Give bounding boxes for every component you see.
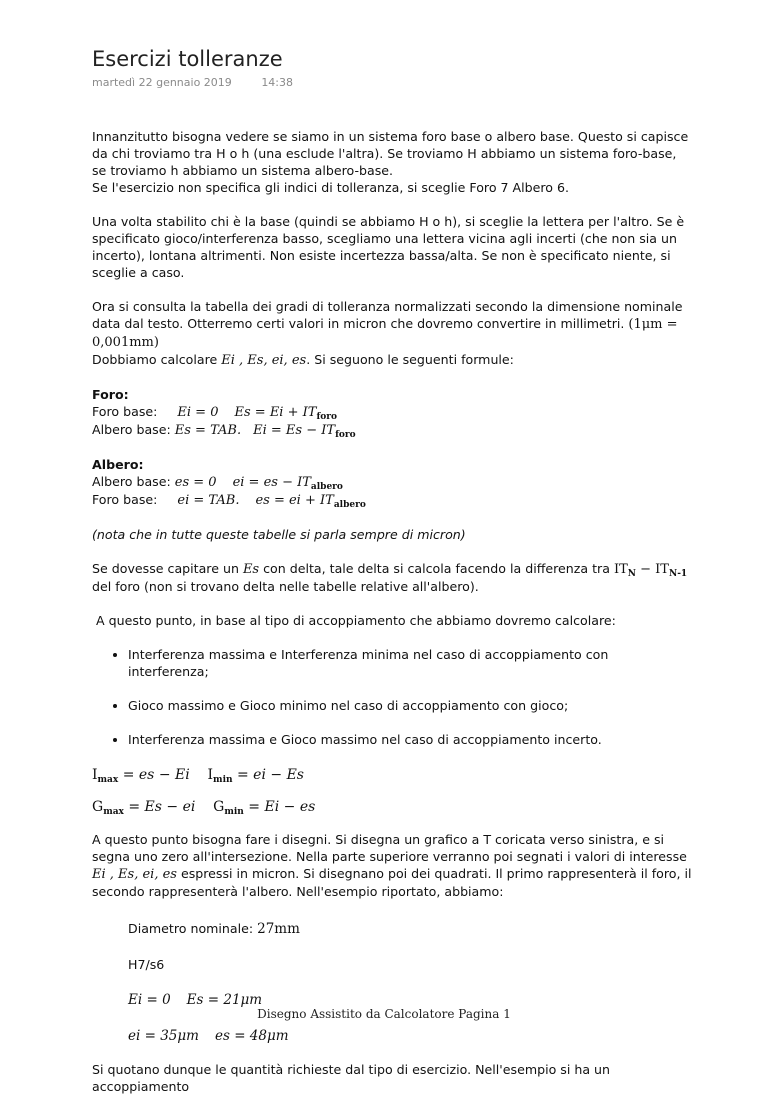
- calc-variables: Ei , Es, ei, es: [221, 353, 307, 368]
- paragraph-quote: Si quotano dunque le quantità richieste dal tipo di esercizio. Nell'esempio si ha un accoppiamento: [92, 1062, 611, 1094]
- gmax-symbol: G: [92, 799, 104, 815]
- interference-formulas: [92, 765, 692, 785]
- example-es-lower: es = 48μm: [214, 1028, 289, 1044]
- list-item: • Interferenza massima e Interferenza minima nel caso di accoppiamento con interferenza;: [128, 646, 692, 680]
- note-body: [92, 128, 692, 1095]
- gmin-symbol: G: [213, 799, 225, 815]
- albero-foro-line: [92, 491, 692, 509]
- drawing-text-a: A questo punto bisogna fare i disegni. Si disegna un grafico a T coricata verso sinistra, e si segna uno zero all'intersezione. Nella parte superiore verranno poi segnati i valori di interesse: [92, 832, 687, 864]
- drawing-variables: Ei , Es, ei, es: [92, 867, 177, 882]
- example-ei-lower: ei = 35μm: [128, 1028, 199, 1044]
- gmin-equation: = Ei − es: [243, 799, 316, 815]
- foro-base-line: [92, 403, 692, 421]
- foro-base-formula-2: Es = Ei + IT: [234, 405, 317, 420]
- conversion-formula: (1μm = 0,001mm): [92, 317, 678, 350]
- example-diameter-value: 27mm: [257, 921, 300, 937]
- list-item: • Interferenza massima e Gioco massimo nel caso di accoppiamento incerto.: [128, 731, 692, 748]
- micron-note: (nota che in tutte queste tabelle si parla sempre di micron): [92, 527, 466, 542]
- foro-base-formula-1: Ei = 0: [177, 405, 219, 420]
- example-shaft-limits: [128, 1027, 692, 1045]
- albero-base-formula-2: ei = es − IT: [232, 475, 311, 490]
- gmin-sub: min: [224, 807, 244, 817]
- delta-text-b: con delta, tale delta si calcola facendo la differenza tra: [259, 561, 614, 576]
- albero-base-label: Albero base:: [92, 474, 171, 489]
- paragraph-letter-choice: Una volta stabilito chi è la base (quindi se abbiamo H o h), si sceglie la lettera per l'altro. Se è specificato gioco/interferenza basso, scegliamo una lettera vicina agli incerti (che non sia un incerto), lontana altrimenti. Non esiste incertezza bassa/alta. Se non è specificato niente, si sceglie a caso.: [92, 214, 685, 280]
- foro-albero-formula-1: Es = TAB.: [174, 423, 242, 438]
- imax-symbol: I: [92, 767, 98, 783]
- page-title: Esercizi tolleranze: [92, 47, 283, 71]
- foro-albero-line: [92, 421, 692, 439]
- albero-foro-label: Foro base:: [92, 492, 158, 507]
- page-content: [92, 44, 692, 1095]
- albero-base-formula-1: es = 0: [174, 475, 217, 490]
- calc-suffix: . Si seguono le seguenti formule:: [306, 352, 514, 367]
- page-footer: Disegno Assistito da Calcolatore Pagina 1: [257, 1007, 511, 1021]
- albero-foro-subscript: albero: [333, 500, 366, 510]
- delta-it-n1: IT: [655, 562, 669, 577]
- delta-text-a: Se dovesse capitare un: [92, 561, 243, 576]
- foro-base-label: Foro base:: [92, 404, 158, 419]
- example-diameter-label: Diametro nominale:: [128, 921, 258, 936]
- imax-equation: = es − Ei: [118, 767, 190, 783]
- drawing-text-b: espressi in micron. Si disegnano poi dei quadrati. Il primo rappresenterà il foro, il secondo rappresenterà l'albero. Nell'esempio riportato, abbiamo:: [92, 866, 692, 899]
- albero-foro-formula-1: ei = TAB.: [177, 493, 240, 508]
- foro-base-subscript: foro: [316, 412, 338, 422]
- page-meta: [92, 76, 692, 92]
- paragraph-table: [92, 298, 692, 369]
- clearance-formulas: [92, 797, 692, 817]
- delta-it-n: IT: [613, 562, 628, 577]
- delta-minus: −: [635, 562, 656, 577]
- foro-albero-subscript: foro: [335, 430, 356, 440]
- imin-sub: min: [213, 775, 233, 785]
- list-item: • Gioco massimo e Gioco minimo nel caso di accoppiamento con gioco;: [128, 697, 692, 714]
- delta-variable: Es: [242, 562, 260, 577]
- foro-albero-formula-2: Ei = Es − IT: [253, 423, 336, 438]
- paragraph-delta: [92, 560, 692, 595]
- albero-base-subscript: albero: [310, 482, 343, 492]
- example-diameter: [128, 920, 692, 938]
- example-es-upper: Es = 21μm: [186, 992, 263, 1008]
- foro-heading: Foro:: [92, 387, 129, 402]
- delta-it-n-sub: N: [627, 569, 636, 579]
- albero-base-line: [92, 473, 692, 491]
- imin-equation: = ei − Es: [232, 767, 304, 783]
- imax-sub: max: [97, 775, 119, 785]
- table-text: Ora si consulta la tabella dei gradi di tolleranza normalizzati secondo la dimensione nominale data dal testo. Otterremo certi valori in micron che dovremo convertire in millimetri.: [92, 299, 683, 331]
- foro-albero-label: Albero base:: [92, 422, 171, 437]
- page-time: 14:38: [261, 76, 294, 89]
- coupling-list: [92, 646, 692, 748]
- gmax-equation: = Es − ei: [123, 799, 196, 815]
- example-fit: H7/s6: [128, 957, 165, 972]
- delta-it-n1-sub: N-1: [668, 569, 688, 579]
- albero-foro-formula-2: es = ei + IT: [255, 493, 334, 508]
- example-ei-upper: Ei = 0: [128, 992, 171, 1008]
- paragraph-drawing: [92, 831, 692, 900]
- page-date: martedì 22 gennaio 2019: [92, 76, 232, 89]
- paragraph-intro: Innanzitutto bisogna vedere se siamo in un sistema foro base o albero base. Questo si capisce da chi troviamo tra H o h (una esclude l'altra). Se troviamo H abbiamo un sistema foro-base, se troviamo h abbiamo un sistema albero-base.: [92, 129, 689, 178]
- imin-symbol: I: [207, 767, 214, 783]
- delta-text-c: del foro (non si trovano delta nelle tabelle relative all'albero).: [92, 579, 479, 594]
- calc-prefix: Dobbiamo calcolare: [92, 352, 222, 367]
- gmax-sub: max: [103, 807, 124, 817]
- albero-heading: Albero:: [92, 457, 144, 472]
- paragraph-coupling: A questo punto, in base al tipo di accoppiamento che abbiamo dovremo calcolare:: [96, 613, 616, 628]
- paragraph-default-indices: Se l'esercizio non specifica gli indici di tolleranza, si sceglie Foro 7 Albero 6.: [92, 180, 570, 195]
